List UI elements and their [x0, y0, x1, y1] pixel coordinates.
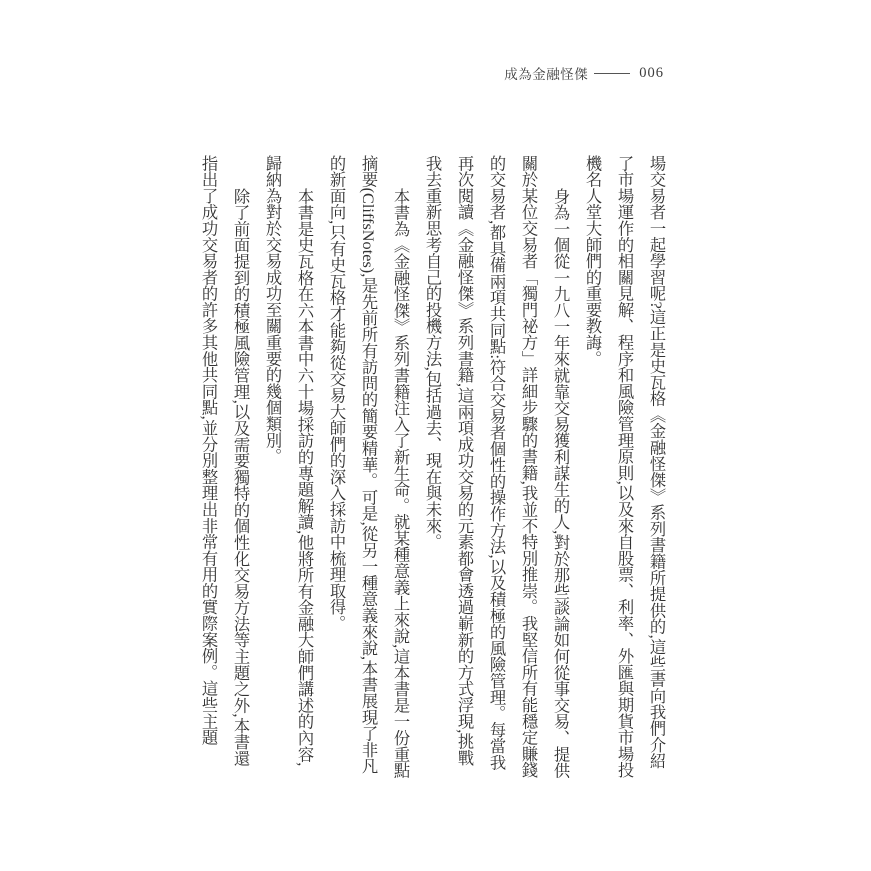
paragraph-1: 場交易者一起學習呢?這正是史瓦格《金融怪傑》系列書籍所提供的,這些書向我們介紹了市場運作的相關見解、程序和風險管理原則,以及來自股票、利率、外匯與期貨市場投機名人堂大師們的重要教誨。: [583, 155, 666, 779]
paragraph-5: 除了前面提到的積極風險管理,以及需要獨特的個性化交易方法等主題之外,本書還指出了成功交易者的許多其他共同點,並分別整理出非常有用的實際案例。這些主題: [199, 155, 250, 766]
paragraph-4: 本書是史瓦格在六本書中六十場採訪的專題解讀,他將所有金融大師們講述的內容,歸納為對於交易成功至關重要的幾個類別。: [263, 155, 314, 766]
page-number: 006: [639, 64, 664, 81]
paragraph-3: 本書為《金融怪傑》系列書籍注入了新生命。就某種意義上來說,這本書是一份重點摘要(CliffsNotes),是先前所有訪問的簡要精華。可是,從另一種意義來說,本書展現了非凡的新面向,只有史瓦格才能夠從交易大師們的深入採訪中梳理取得。: [327, 155, 410, 779]
book-title: 成為金融怪傑: [504, 67, 589, 82]
header-rule-divider: [594, 73, 630, 74]
paragraph-2: 身為一個從一九八一年來就靠交易獲利謀生的人,對於那些談論如何從事交易、提供關於某位交易者「獨門祕方」詳細步驟的書籍,我並不特別推崇。我堅信所有能穩定賺錢的交易者,都具備兩項共同點:符合交易者個性的操作方法,以及積極的風險管理。每當我再次閱讀《金融怪傑》系列書籍,這兩項成功交易的元素都會透過嶄新的方式浮現,挑戰我去重新思考自己的投機方法,包括過去、現在與未來。: [423, 155, 570, 779]
running-header: [504, 63, 664, 83]
vertical-body-text: [192, 155, 672, 779]
